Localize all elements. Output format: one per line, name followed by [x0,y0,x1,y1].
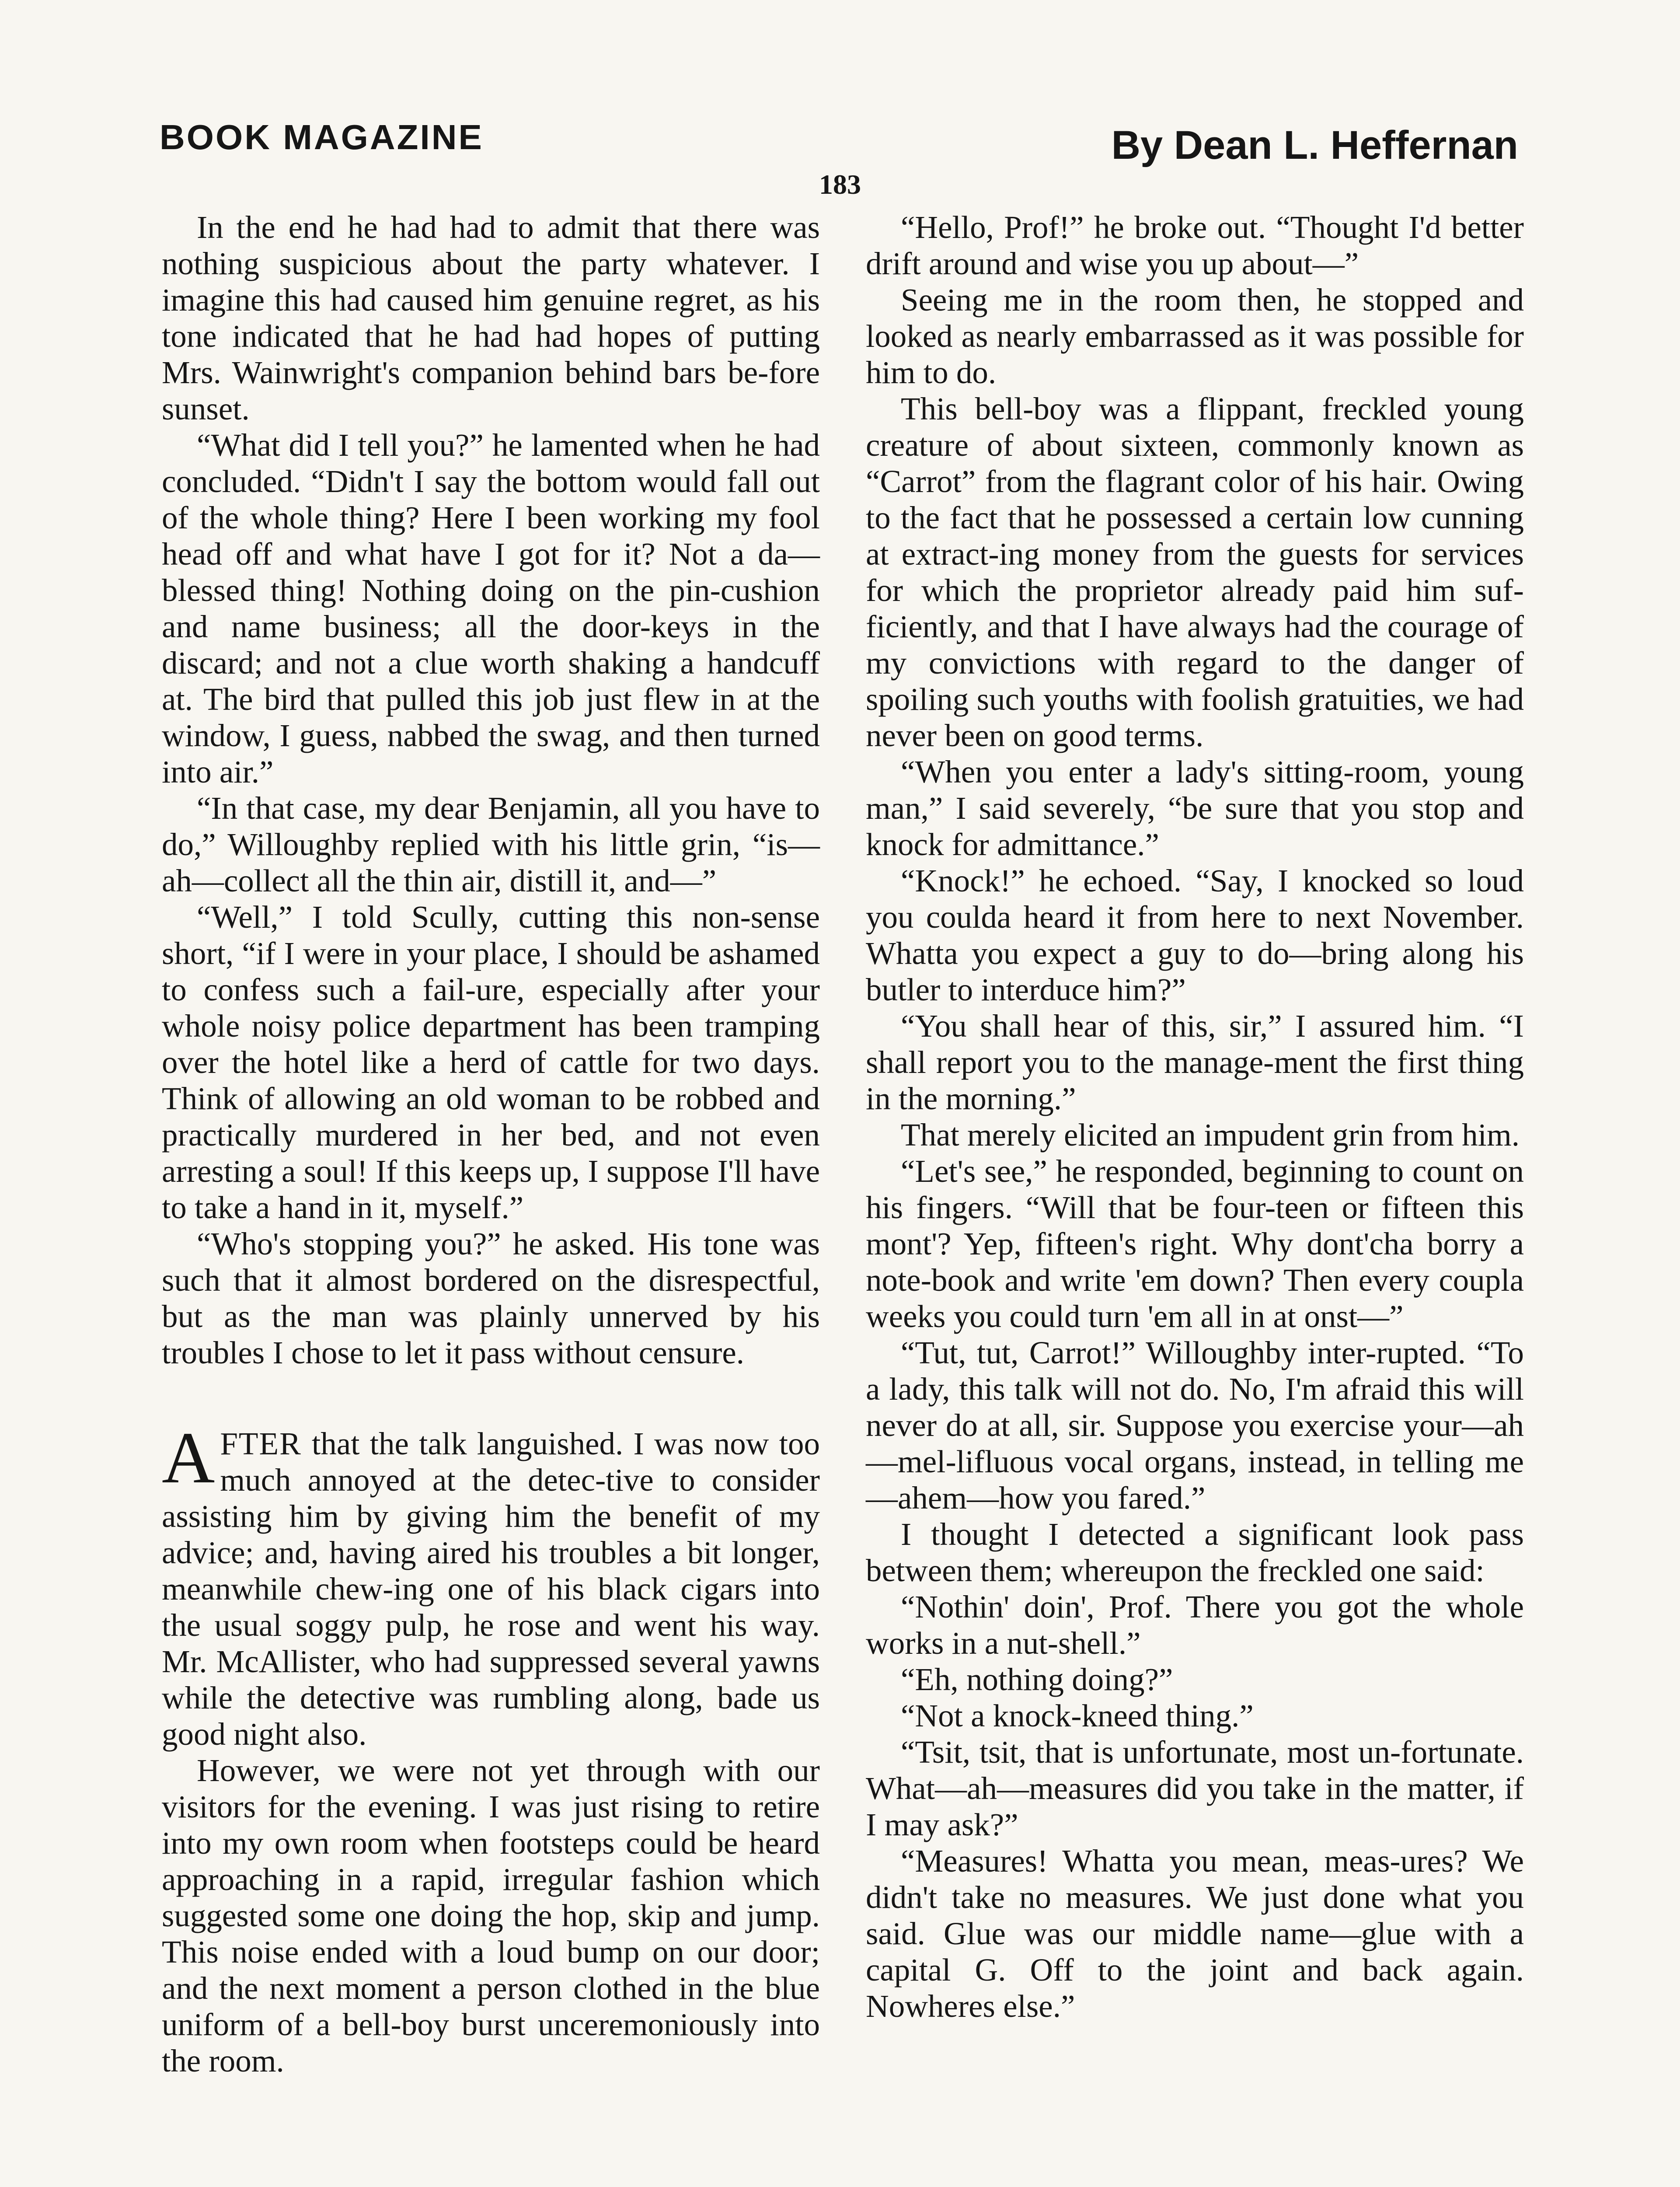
drop-cap: A [162,1417,215,1499]
paragraph: Seeing me in the room then, he stopped and looked as nearly embarrassed as it was possible for him to do. [866,282,1524,390]
magazine-title: BOOK MAGAZINE [160,118,484,157]
section-opening-paragraph [162,1417,820,1752]
paragraph: “Eh, nothing doing?” [901,1662,1173,1697]
paragraph: This bell-boy was a flippant, freckled young creature of about sixteen, commonly known as “Carrot” from the flagrant color of his hair. Owing to the fact that he possessed a certain low cunning at extract-ing money from the guests for services for which the proprietor already paid him suf-ficiently, and that I have always had the courage of my convictions with regard to the danger of spoiling such youths with foolish gratuities, we had never been on good terms. [866,391,1524,753]
paragraph: “Let's see,” he responded, beginning to count on his fingers. “Will that be four-teen or fifteen this mont'? Yep, fifteen's right. Why dont'cha borry a note-book and write 'em down? Then every coupla weeks you could turn 'em all in at onst—” [866,1153,1524,1334]
paragraph: “Tut, tut, Carrot!” Willoughby inter-rupted. “To a lady, this talk will not do. No, I'm afraid this will never do at all, sir. Suppose you exercise your—ah—mel-lifluous vocal organs, instead, in telling me —ahem—how you fared.” [866,1335,1524,1516]
left-column [162,209,820,2079]
paragraph: “Hello, Prof!” he broke out. “Thought I'd better drift around and wise you up about—” [866,210,1524,281]
paragraph: “Measures! Whatta you mean, meas-ures? We didn't take no measures. We just done what you said. Glue was our middle name—glue with a capital G. Off to the joint and back again. Nowheres else.” [866,1843,1524,2024]
paragraph: “In that case, my dear Benjamin, all you have to do,” Willoughby replied with his little grin, “is—ah—collect all the thin air, distill it, and—” [162,790,820,898]
page-number: 183 [819,169,861,200]
paragraph: “You shall hear of this, sir,” I assured him. “I shall report you to the manage-ment the first thing in the morning.” [866,1008,1524,1116]
paragraph: “Who's stopping you?” he asked. His tone was such that it almost bordered on the disrespectful, but as the man was plainly unnerved by his troubles I chose to let it pass without censure. [162,1226,820,1370]
paragraph: “Not a knock-kneed thing.” [901,1698,1254,1733]
paragraph: I thought I detected a significant look pass between them; whereupon the freckled one said: [866,1516,1524,1588]
section-lead-word: FTER [220,1426,302,1461]
paragraph: In the end he had had to admit that there was nothing suspicious about the party whatever. I imagine this had caused him genuine regret, as his tone indicated that he had had hopes of putting Mrs. Wainwright's companion behind bars be-fore sunset. [162,210,820,426]
right-column [866,209,1524,2024]
paragraph: “When you enter a lady's sitting-room, young man,” I said severely, “be sure that you stop and knock for admittance.” [866,754,1524,862]
paragraph: However, we were not yet through with our visitors for the evening. I was just rising to retire into my own room when footsteps could be heard approaching in a rapid, irregular fashion which suggested some one doing the hop, skip and jump. This noise ended with a loud bump on our door; and the next moment a person clothed in the blue uniform of a bell-boy burst unceremoniously into the room. [162,1753,820,2079]
paragraph: “Nothin' doin', Prof. There you got the whole works in a nut-shell.” [866,1589,1524,1661]
paragraph: “Well,” I told Scully, cutting this non-sense short, “if I were in your place, I should be ashamed to confess such a fail-ure, especially after your whole noisy police department has been tramping over the hotel like a herd of cattle for two days. Think of allowing an old woman to be robbed and practically murdered in her bed, and not even arresting a soul! If this keeps up, I suppose I'll have to take a hand in it, myself.” [162,899,820,1225]
paragraph: “Tsit, tsit, that is unfortunate, most un-fortunate. What—ah—measures did you take in the matter, if I may ask?” [866,1734,1524,1842]
paragraph: “What did I tell you?” he lamented when he had concluded. “Didn't I say the bottom would fall out of the whole thing? Here I been working my fool head off and what have I got for it? Not a da— blessed thing! Nothing doing on the pin-cushion and name business; all the door-keys in the discard; and not a clue worth shaking a handcuff at. The bird that pulled this job just flew in at the window, I guess, nabbed the swag, and then turned into air.” [162,427,820,790]
paragraph: That merely elicited an impudent grin from him. [901,1117,1520,1153]
paragraph: “Knock!” he echoed. “Say, I knocked so loud you coulda heard it from here to next November. Whatta you expect a guy to do—bring along his butler to interduce him?” [866,863,1524,1007]
author-byline: By Dean L. Heffernan [1111,123,1518,168]
section-text: that the talk languished. I was now too much annoyed at the detec-tive to consider assisting him by giving him the benefit of my advice; and, having aired his troubles a bit longer, meanwhile chew-ing one of his black cigars into the usual soggy pulp, he rose and went his way. Mr. McAllister, who had suppressed several yawns while the detective was rumbling along, bade us good night also. [162,1426,820,1752]
